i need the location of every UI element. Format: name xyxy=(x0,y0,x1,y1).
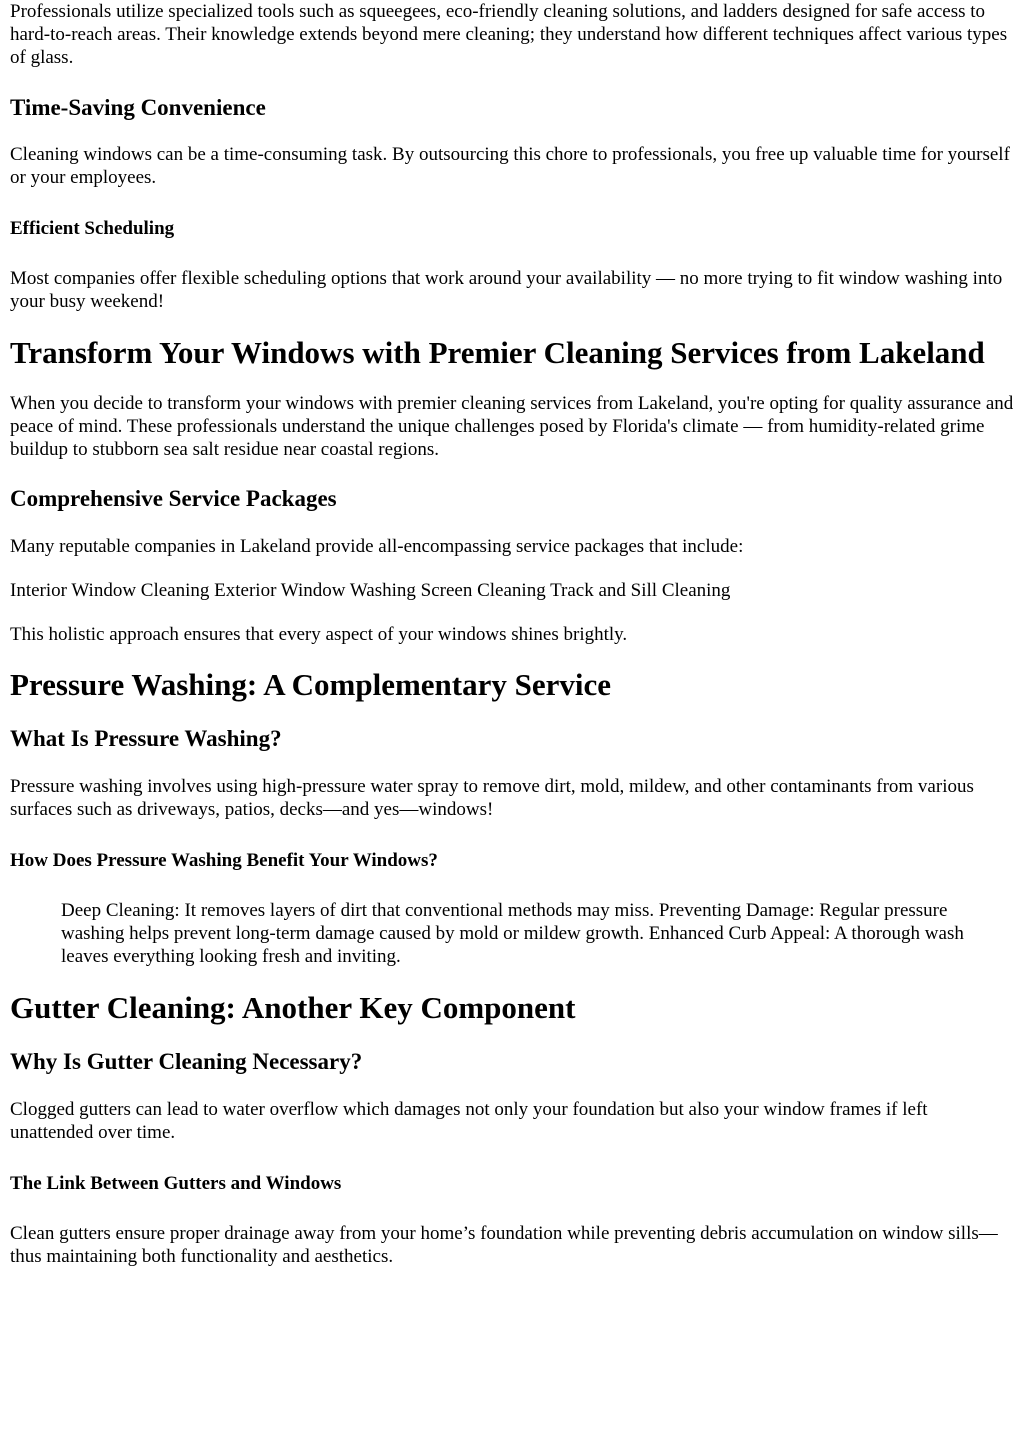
heading-why-gutter-cleaning: Why Is Gutter Cleaning Necessary? xyxy=(10,1049,363,1074)
paragraph-transform-windows: When you decide to transform your windows with premier cleaning services from Lakeland, you're opting for quality assurance and peace of mind. These professionals understand the unique challenges posed by Florida's climate — from humidity-related grime buildup to stubborn sea salt residue near coastal regions. xyxy=(10,393,1014,460)
paragraph-what-is-pressure-washing: Pressure washing involves using high-pressure water spray to remove dirt, mold, mildew, and other contaminants from various surfaces such as driveways, patios, decks—and yes—windows! xyxy=(10,776,974,820)
heading-transform-windows: Transform Your Windows with Premier Cleaning Services from Lakeland xyxy=(10,335,985,370)
paragraph-service-packages: Many reputable companies in Lakeland provide all-encompassing service packages that include: xyxy=(10,536,744,557)
paragraph-holistic: This holistic approach ensures that every aspect of your windows shines brightly. xyxy=(10,624,628,645)
paragraph-package-list: Interior Window Cleaning Exterior Window Washing Screen Cleaning Track and Sill Cleaning xyxy=(10,580,731,601)
heading-pressure-washing: Pressure Washing: A Complementary Service xyxy=(10,667,612,702)
heading-gutters-and-windows: The Link Between Gutters and Windows xyxy=(10,1173,342,1194)
heading-pressure-benefits: How Does Pressure Washing Benefit Your Windows? xyxy=(10,850,438,871)
heading-service-packages: Comprehensive Service Packages xyxy=(10,486,337,511)
paragraph-why-gutter-cleaning: Clogged gutters can lead to water overflow which damages not only your foundation but also your window frames if left unattended over time. xyxy=(10,1099,928,1143)
paragraph-efficient-scheduling: Most companies offer flexible scheduling options that work around your availability — no more trying to fit window washing into your busy weekend! xyxy=(10,268,1003,312)
paragraph-intro: Professionals utilize specialized tools such as squeegees, eco-friendly cleaning solutions, and ladders designed for safe access to hard-to-reach areas. Their knowledge extends beyond mere cleaning; they understand how different techniques affect various types of glass. xyxy=(10,1,1008,68)
heading-what-is-pressure-washing: What Is Pressure Washing? xyxy=(10,726,282,751)
paragraph-time-saving: Cleaning windows can be a time-consuming task. By outsourcing this chore to professionals, you free up valuable time for yourself or your employees. xyxy=(10,144,1010,188)
quote-pressure-benefits: Deep Cleaning: It removes layers of dirt that conventional methods may miss. Preventing Damage: Regular pressure washing helps prevent long-term damage caused by mold or mildew growth. Enhanced Curb Appeal: A thorough wash leaves everything looking fresh and inviting. xyxy=(61,900,964,967)
heading-efficient-scheduling: Efficient Scheduling xyxy=(10,218,175,239)
paragraph-gutters-and-windows: Clean gutters ensure proper drainage away from your home’s foundation while preventing debris accumulation on window sills—thus maintaining both functionality and aesthetics. xyxy=(10,1223,998,1267)
heading-gutter-cleaning: Gutter Cleaning: Another Key Component xyxy=(10,990,576,1025)
heading-time-saving: Time-Saving Convenience xyxy=(10,95,266,120)
